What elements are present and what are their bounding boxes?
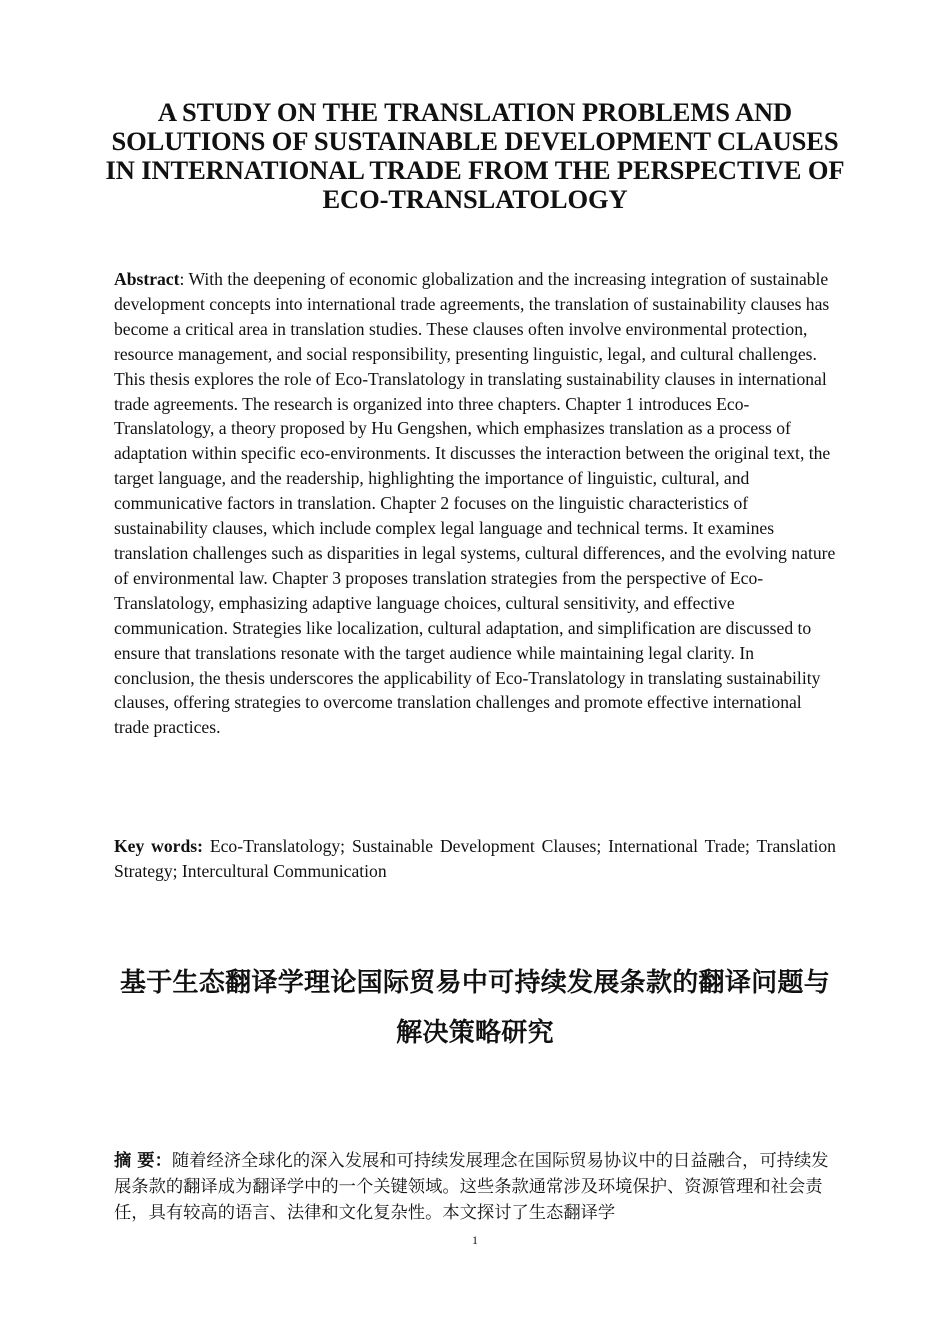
chinese-title: 基于生态翻译学理论国际贸易中可持续发展条款的翻译问题与解决策略研究 — [119, 968, 831, 1048]
abstract-body: : With the deepening of economic globalization and the increasing integration of sustainable development concepts into international trade agreements, the translation of sustainability clauses has become a critical area in translation studies. These clauses often involve environmental protection, resource management, and social responsibility, presenting linguistic, legal, and cultural challenges. This thesis explores the role of Eco-Translatology in translating sustainability clauses in international trade agreements. The research is organized into three chapters. Chapter 1 introduces Eco-Translatology, a theory proposed by Hu Gengshen, which emphasizes translation as a process of adaptation within specific eco-environments. It discusses the interaction between the original text, the target language, and the readership, highlighting the importance of linguistic, cultural, and communicative factors in translation. Chapter 2 focuses on the linguistic characteristics of sustainability clauses, which include complex legal language and technical terms. It examines translation challenges such as disparities in legal systems, cultural differences, and the evolving nature of environmental law. Chapter 3 proposes translation strategies from the perspective of Eco-Translatology, emphasizing adaptive language choices, cultural sensitivity, and effective communication. Strategies like localization, cultural adaptation, and simplification are discussed to ensure that translations resonate with the target audience while maintaining legal clarity. In conclusion, the thesis underscores the applicability of Eco-Translatology in translating sustainability clauses, offering strategies to overcome translation challenges and promote effective international trade practices. — [114, 269, 836, 738]
english-abstract — [114, 267, 838, 740]
page-number: 1 — [472, 1233, 478, 1247]
keywords-body: Eco-Translatology; Sustainable Development Clauses; International Trade; Translation Strategy; Intercultural Communication — [114, 836, 836, 881]
keywords-label: Key words: — [114, 836, 203, 856]
english-title: A STUDY ON THE TRANSLATION PROBLEMS AND SOLUTIONS OF SUSTAINABLE DEVELOPMENT CLAUSES IN INTERNATIONAL TRADE FROM THE PERSPECTIVE OF ECO-TRANSLATOLOGY — [105, 97, 845, 214]
english-keywords — [114, 834, 836, 884]
chinese-abstract-label: 摘 要： — [114, 1151, 172, 1171]
chinese-abstract-body: 随着经济全球化的深入发展和可持续发展理念在国际贸易协议中的日益融合，可持续发展条款的翻译成为翻译学中的一个关键领域。这些条款通常涉及环境保护、资源管理和社会责任，具有较高的语言、法律和文化复杂性。本文探讨了生态翻译学 — [114, 1151, 829, 1224]
chinese-abstract — [114, 1148, 836, 1227]
abstract-label: Abstract — [114, 269, 180, 289]
